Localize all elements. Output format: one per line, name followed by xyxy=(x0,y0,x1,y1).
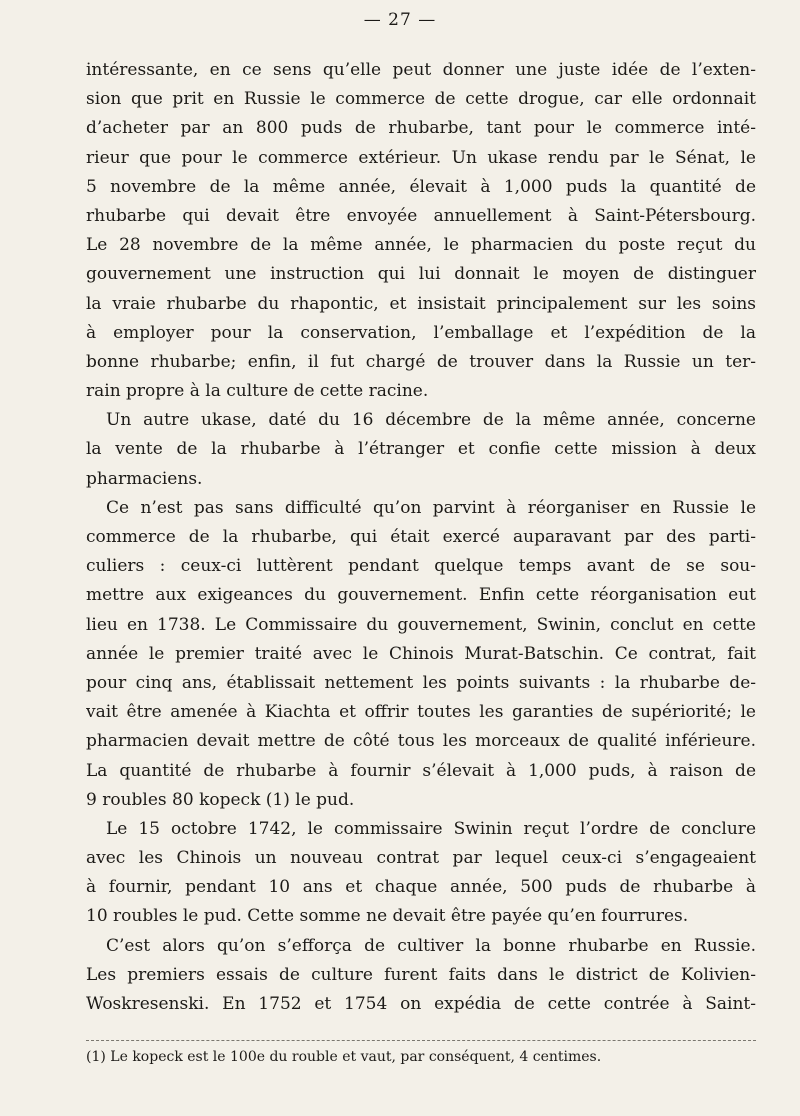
text-line: lieu en 1738. Le Commissaire du gouvernement, Swinin, conclut en cette xyxy=(86,614,756,635)
text-line: Un autre ukase, daté du 16 décembre de la même année, concerne xyxy=(106,410,756,431)
text-line: Woskresenski. En 1752 et 1754 on expédia de cette contrée à Saint- xyxy=(86,994,756,1014)
text-line: vait être amenée à Kiachta et offrir toutes les garanties de supériorité; le xyxy=(86,702,756,723)
footnote: (1) Le kopeck est le 100e du rouble et vaut, par conséquent, 4 centimes. xyxy=(86,1049,602,1065)
text-line: année le premier traité avec le Chinois Murat-Batschin. Ce contrat, fait xyxy=(86,643,756,664)
text-line: la vente de la rhubarbe à l’étranger et confie cette mission à deux xyxy=(86,439,756,460)
text-line: C’est alors qu’on s’efforça de cultiver la bonne rhubarbe en Russie. xyxy=(106,935,756,956)
text-line: à fournir, pendant 10 ans et chaque année, 500 puds de rhubarbe à xyxy=(86,877,756,898)
text-line: rieur que pour le commerce extérieur. Un ukase rendu par le Sénat, le xyxy=(86,147,756,168)
text-line: La quantité de rhubarbe à fournir s’élevait à 1,000 puds, à raison de xyxy=(86,760,756,781)
text-line: 10 roubles le pud. Cette somme ne devait être payée qu’en fourrures. xyxy=(86,906,689,927)
text-line: intéressante, en ce sens qu’elle peut donner une juste idée de l’exten- xyxy=(86,60,756,80)
text-line: avec les Chinois un nouveau contrat par lequel ceux-ci s’engageaient xyxy=(86,848,756,869)
text-line: à employer pour la conservation, l’emballage et l’expédition de la xyxy=(86,322,756,343)
body-text xyxy=(86,56,756,1019)
text-line: culiers : ceux-ci luttèrent pendant quelque temps avant de se sou- xyxy=(86,556,756,577)
text-line: Le 15 octobre 1742, le commissaire Swinin reçut l’ordre de conclure xyxy=(106,818,756,839)
text-line: 5 novembre de la même année, élevait à 1,000 puds la quantité de xyxy=(86,176,756,197)
text-line: rain propre à la culture de cette racine. xyxy=(86,381,429,402)
text-line: pharmaciens. xyxy=(86,468,203,489)
text-line: mettre aux exigeances du gouvernement. Enfin cette réorganisation eut xyxy=(86,585,756,606)
footnote-divider xyxy=(86,1040,756,1041)
text-line: Ce n’est pas sans difficulté qu’on parvint à réorganiser en Russie le xyxy=(106,497,756,518)
page-number: — 27 — xyxy=(363,10,437,30)
text-line: sion que prit en Russie le commerce de cette drogue, car elle ordonnait xyxy=(86,89,756,110)
text-line: 9 roubles 80 kopeck (1) le pud. xyxy=(86,789,355,810)
text-line: Le 28 novembre de la même année, le pharmacien du poste reçut du xyxy=(86,235,756,256)
text-line: gouvernement une instruction qui lui donnait le moyen de distinguer xyxy=(86,264,756,285)
text-line: pour cinq ans, établissait nettement les points suivants : la rhubarbe de- xyxy=(86,672,756,693)
text-line: la vraie rhubarbe du rhapontic, et insistait principalement sur les soins xyxy=(86,293,756,314)
text-line: Les premiers essais de culture furent faits dans le district de Kolivien- xyxy=(86,964,756,985)
text-line: rhubarbe qui devait être envoyée annuellement à Saint-Pétersbourg. xyxy=(86,205,756,226)
text-line: pharmacien devait mettre de côté tous les morceaux de qualité inférieure. xyxy=(86,731,756,752)
text-line: bonne rhubarbe; enfin, il fut chargé de trouver dans la Russie un ter- xyxy=(86,351,756,372)
text-line: d’acheter par an 800 puds de rhubarbe, tant pour le commerce inté- xyxy=(86,118,756,139)
text-line: commerce de la rhubarbe, qui était exercé auparavant par des parti- xyxy=(86,527,756,547)
